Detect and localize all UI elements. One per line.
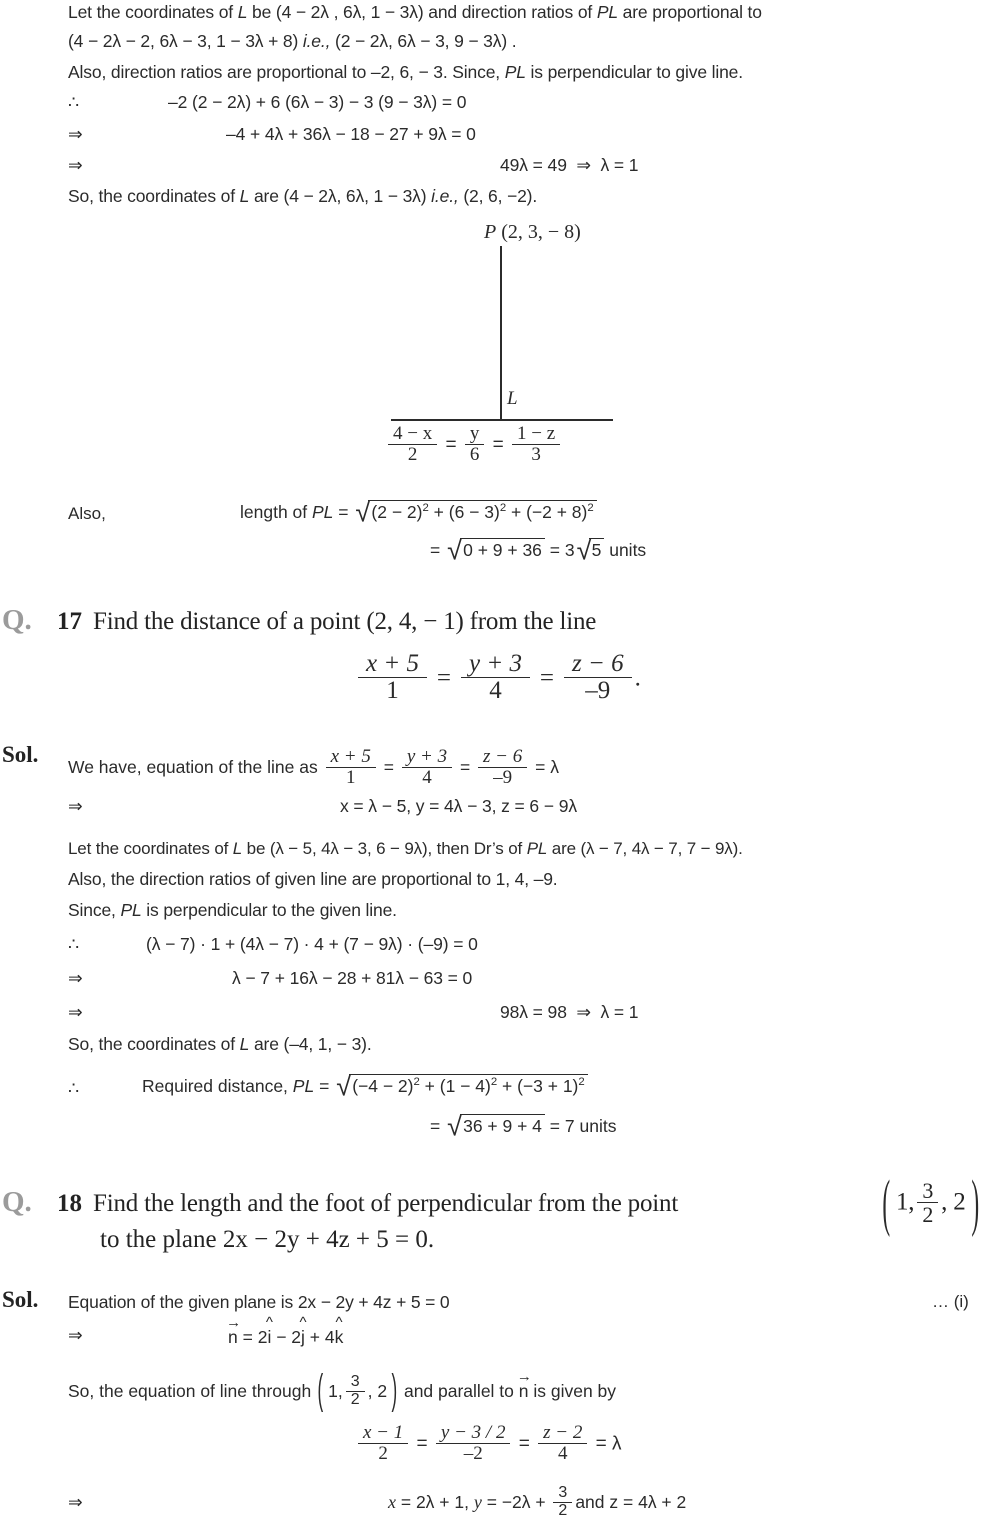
text-fragment: be (λ − 5, 4λ − 3, 6 − 9λ), then Dr’s of [242,839,527,858]
numerator: 3 [558,1484,568,1501]
radical-sign: √ [576,533,592,565]
also-label: Also, [68,504,106,523]
denominator: –2 [436,1443,511,1464]
denominator: 1 [358,677,427,704]
denominator: 4 [402,767,452,788]
normal-vector-equation [226,1314,344,1348]
implies-symbol: ⇒ [576,1002,591,1022]
equals-sign: = [319,1076,330,1096]
text-fragment: are (4 − 2λ, 6λ, 1 − 3λ) [249,186,427,206]
text-fragment: Required distance, [142,1076,293,1096]
question-number: 18 [57,1190,82,1217]
denominator: 4 [461,677,530,704]
hat-accent-icon: ^ [265,1314,273,1331]
result-value: = 7 units [549,1116,617,1136]
denominator: 4 [538,1443,587,1464]
square-root [355,495,596,527]
medium-parentheses [316,1375,399,1410]
equation-step: (λ − 7) · 1 + (4λ − 7) · 4 + (7 − 9λ) · (–9) = 0 [146,934,478,954]
big-parentheses [880,1180,982,1227]
radicand: $(2 - 2)^2 + (6 - 3)^2 + (-2 + 8)^2$ [368,500,596,523]
text-fragment: (4 − 2λ − 2, 6λ − 3, 1 − 3λ + 8) [68,31,299,51]
fraction [465,424,485,465]
j-symbol: j [301,1327,305,1347]
implies-symbol: ⇒ [576,155,591,175]
lambda-value: λ = 1 [600,1002,639,1022]
numerator: 3 [922,1178,934,1203]
question-text: Find the distance of a point (2, 4, − 1) from the line [93,608,597,635]
q17-line-equation: $\frac{x + 5}{1}$ = $\frac{y + 3}{4}$ = $\frac{z - 6}{-9}$ . [355,652,641,706]
equals-sign: = [338,502,349,522]
text-fragment: We have, equation of the line as [68,757,318,778]
lambda-value: λ = 1 [600,155,639,175]
diagram-line-equation: $\frac{4 - x}{2}$ = $\frac{y}{6}$ = $\frac{1 - z}{3}$ [385,425,563,466]
square-root [447,533,545,565]
implies-symbol: ⇒ [68,968,83,988]
radicand: 36 + 9 + 4 [460,1114,545,1137]
equation-text: = 2 [242,1327,268,1347]
n-symbol: n [228,1327,238,1347]
solution-line [68,62,996,84]
radical-sign: √ [355,495,371,527]
unit-vector-i [265,1314,273,1348]
text-fragment: Let the coordinates of [68,839,233,858]
radicand: 5 [589,538,605,561]
numerator: y − 3 / 2 [440,1422,506,1443]
text-fragment: are (–4, 1, − 3). [249,1034,372,1054]
denominator: –9 [564,677,632,704]
fraction [326,747,376,788]
text-fragment: is given by [528,1381,617,1401]
solution-line [68,1368,617,1410]
segment-label-PL: PL [120,900,142,920]
text-fragment: are (λ − 7, 4λ − 7, 7 − 9λ). [547,839,743,858]
question-number: 17 [57,608,82,635]
q18-text-line2: to the plane 2x − 2y + 4z + 5 = 0. [100,1226,435,1253]
coords-P: (2, 3, − 8) [501,221,581,243]
radical-sign: √ [336,1069,352,1101]
text-fragment: Let the coordinates of [68,2,238,22]
solution-line: We have, equation of the line as $\frac{x + 5}{1}$ = $\frac{y + 3}{4}$ = $\frac{z - 6}{-9}$ = λ [68,746,559,788]
point-label-L: L [237,2,248,22]
question-marker: Q. [2,1186,32,1218]
text-fragment: So, the coordinates of [68,186,240,206]
numerator: z − 6 [483,746,523,767]
hat-accent-icon: ^ [335,1314,343,1331]
units-label: units [609,540,647,560]
numerator: y [469,423,480,444]
denominator: –9 [478,767,527,788]
equation-text: 98λ = 98 [500,1002,567,1022]
coord-z: , 2 [941,1188,966,1216]
fraction [358,651,427,705]
denominator: 2 [358,1443,408,1464]
implies-symbol: ⇒ [68,124,83,144]
equation-text: − 2 [276,1327,302,1347]
fraction [512,424,560,465]
numerator: y + 3 [468,650,522,677]
period: . [634,664,641,692]
equation-step [500,155,638,176]
segment-label-PL: PL [504,62,526,82]
numerator: 4 − x [393,423,433,444]
solution-line: Also, the direction ratios of given line are proportional to 1, 4, –9. [68,869,558,889]
parametric-equations: x = 2λ + 1, y = −2λ + $\frac{3}{2}$ and z = 4λ + 2 [388,1484,687,1519]
numerator: x + 5 [330,746,371,767]
equation-text: 49λ = 49 [500,155,567,175]
ie-marker: i.e., [431,186,459,206]
radical-sign: √ [447,1109,462,1141]
radicand: 0 + 9 + 36 [460,538,545,561]
therefore-symbol: ∴ [68,934,80,954]
solution-line [68,838,996,859]
denominator: 2 [917,1202,938,1226]
text-fragment: (2 − 2λ, 6λ − 3, 9 − 3λ) . [335,31,517,51]
lambda-equality: = λ [595,1433,622,1455]
fraction [358,1423,408,1464]
denominator: 3 [512,444,560,465]
square-root [576,533,605,565]
unit-vector-j [299,1314,307,1348]
therefore-symbol: ∴ [68,92,80,112]
segment-label-PL: PL [292,1076,315,1096]
equation-step: λ − 7 + 16λ − 28 + 81λ − 63 = 0 [232,968,473,988]
equation-step: –2 (2 − 2λ) + 6 (6λ − 3) − 3 (9 − 3λ) = 0 [168,92,467,112]
equation-reference: … (i) [932,1292,969,1311]
equation-step: x = λ − 5, y = 4λ − 3, z = 6 − 9λ [340,796,577,816]
fraction [436,1423,511,1464]
required-distance-result: = √ 36 + 9 + 4 = 7 units [430,1109,617,1141]
text-fragment: are proportional to [617,2,762,22]
hat-accent-icon: ^ [299,1314,307,1331]
vector-arrow-icon: → [226,1314,242,1331]
coefficient: 3 [564,540,575,560]
ie-marker: i.e., [302,31,331,51]
numerator: z − 6 [571,650,624,677]
denominator: 6 [465,444,485,465]
fraction [564,651,632,705]
therefore-symbol: ∴ [68,1078,80,1098]
equation-text: and z = 4λ + 2 [575,1491,687,1512]
text-fragment: (2, 6, −2). [463,186,538,206]
radicand: $(-4 - 2)^2 + (1 - 4)^2 + (-3 + 1)^2$ [349,1074,588,1097]
point-label-L: L [232,839,243,858]
vector-n [226,1314,242,1348]
text-fragment: So, the equation of line through [68,1381,317,1401]
text-fragment: is perpendicular to give line. [525,62,743,82]
i-symbol: i [267,1327,272,1347]
solution-marker: Sol. [2,742,39,767]
segment-label-PL: PL [312,502,334,522]
fraction [402,747,452,788]
text-fragment: length of [240,502,312,522]
fraction [478,747,527,788]
question-text: Find the length and the foot of perpendicular from the point [93,1190,679,1217]
label-P: P [484,221,497,243]
coord-x: 1, [328,1381,343,1401]
fraction [346,1374,365,1409]
diagram-point-L-label: L [507,388,518,409]
solution-line [68,2,996,24]
numerator: z − 2 [543,1422,583,1443]
equation-step [500,1002,638,1023]
coord-z: , 2 [367,1381,388,1401]
denominator: 2 [553,1502,572,1520]
equation-text-visible: = 2λ + 1, y = −2λ + [396,1491,551,1512]
equation-text: + 4 [309,1327,335,1347]
diagram-vertical-segment-PL [500,246,502,420]
lambda-equality: = λ [535,757,559,778]
unit-vector-k [334,1314,344,1348]
square-root [336,1069,588,1101]
text-fragment: is perpendicular to the given line. [141,900,397,920]
text-fragment: Since, [68,900,121,920]
radical-sign: √ [447,533,462,565]
solution-marker: Sol. [2,1287,39,1312]
implies-symbol: ⇒ [68,1492,83,1512]
denominator: 1 [326,767,376,788]
equation-step: –4 + 4λ + 36λ − 18 − 27 + 9λ = 0 [226,124,476,144]
numerator: 3 [350,1373,360,1391]
solution-line [68,900,996,922]
length-pl-equation [240,495,597,527]
solution-line [68,1034,996,1056]
implies-symbol: ⇒ [68,1002,83,1022]
text-fragment: be (4 − 2λ , 6λ, 1 − 3λ) and direction ratios of [247,2,597,22]
numerator: x − 1 [363,1422,404,1443]
numerator: x + 5 [366,650,419,677]
diagram-horizontal-line [391,419,613,421]
n-symbol: n [518,1381,529,1401]
implies-symbol: ⇒ [68,1325,83,1345]
coord-x: 1, [896,1188,915,1216]
length-pl-result: = √ 0 + 9 + 36 = 3 √ 5 units [430,533,647,565]
numerator: 1 − z [517,423,556,444]
q18-point [880,1180,982,1227]
fraction [461,651,530,705]
point-label-L: L [239,1034,250,1054]
solution-line: Equation of the given plane is 2x − 2y + 4z + 5 = 0 [68,1292,450,1312]
segment-label-PL: PL [526,839,548,858]
implies-symbol: ⇒ [68,796,83,816]
diagram-point-P-label [484,221,581,244]
k-symbol: k [334,1327,344,1347]
implies-symbol: ⇒ [68,155,83,175]
fraction [917,1179,938,1226]
text-fragment: and parallel to [399,1381,519,1401]
required-distance-equation [142,1069,588,1101]
denominator: 2 [346,1391,365,1409]
solution-line [68,186,996,208]
question-marker: Q. [2,604,32,636]
denominator: 2 [388,444,437,465]
text-fragment: Also, direction ratios are proportional to –2, 6, − 3. Since, [68,62,505,82]
numerator: y + 3 [406,746,448,767]
fraction [388,424,437,465]
q18-line-equation: $\frac{x - 1}{2}$ = $\frac{y - 3 / 2}{-2}$ = $\frac{z - 2}{4}$ = λ [355,1424,622,1465]
segment-label-PL: PL [596,2,618,22]
point-label-L: L [239,186,250,206]
text-fragment: So, the coordinates of [68,1034,240,1054]
vector-n [516,1368,532,1402]
vector-arrow-icon: → [516,1368,532,1385]
solution-line [68,31,996,53]
fraction [553,1485,572,1520]
fraction [538,1423,587,1464]
